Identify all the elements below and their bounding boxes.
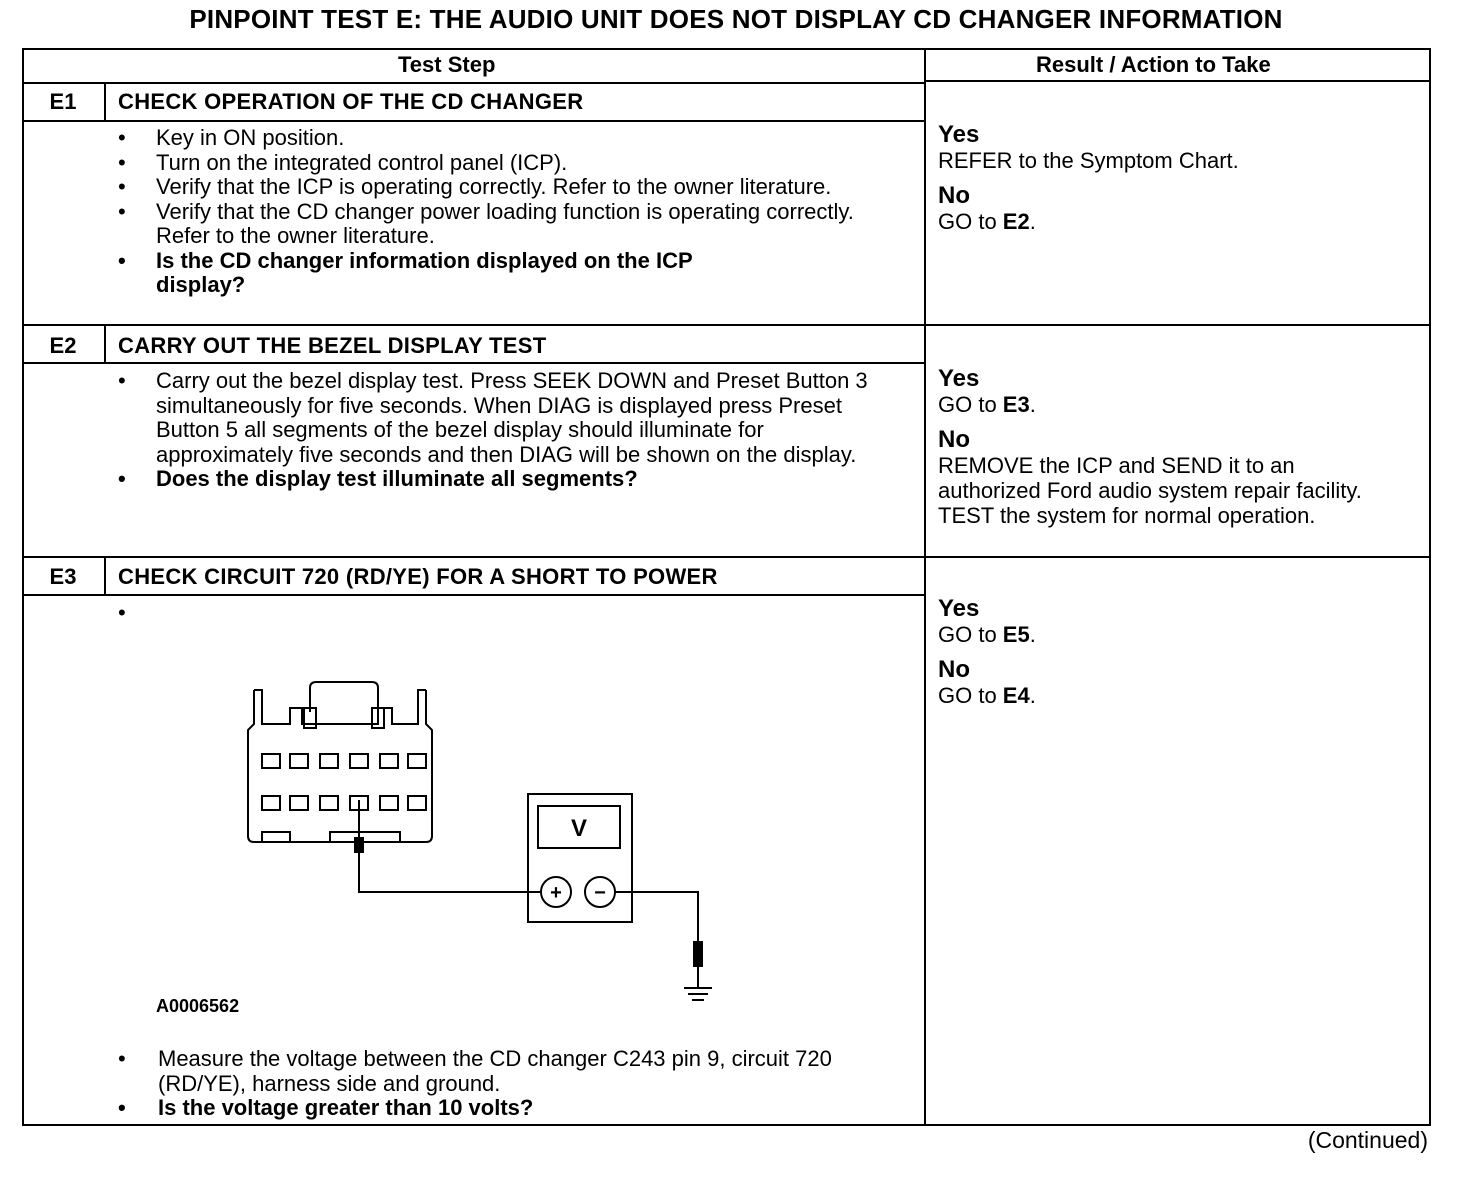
no-action: GO to E2. bbox=[938, 209, 1036, 234]
step-title-e1: CHECK OPERATION OF THE CD CHANGER bbox=[118, 89, 584, 114]
step-title-e3: CHECK CIRCUIT 720 (RD/YE) FOR A SHORT TO POWER bbox=[118, 564, 718, 589]
step-link-e2: E2 bbox=[1002, 209, 1030, 234]
column-header-result: Result / Action to Take bbox=[1036, 52, 1271, 77]
step-id-e1: E1 bbox=[49, 89, 77, 114]
no-action: GO to E4. bbox=[938, 683, 1036, 708]
step-e3-question: • Is the voltage greater than 10 volts? bbox=[118, 1096, 888, 1121]
no-label: No bbox=[938, 656, 970, 683]
continued-label: (Continued) bbox=[1307, 1127, 1428, 1153]
yes-label: Yes bbox=[938, 121, 980, 148]
step-title-e2: CARRY OUT THE BEZEL DISPLAY TEST bbox=[118, 333, 547, 358]
no-action: REMOVE the ICP and SEND it to an authorized Ford audio system repair facility. TEST the system for normal operation. bbox=[938, 453, 1362, 528]
step-id-e3: E3 bbox=[49, 564, 77, 589]
column-header-test-step: Test Step bbox=[398, 52, 496, 77]
no-label: No bbox=[938, 426, 970, 453]
step-e1-question: • Is the CD changer information displayed on the ICP display? bbox=[118, 249, 888, 298]
no-label: No bbox=[938, 182, 970, 209]
step-e3-result bbox=[938, 596, 1378, 708]
step-link-e4: E4 bbox=[1002, 683, 1030, 708]
list-item: • Key in ON position. bbox=[118, 126, 888, 151]
page-title: PINPOINT TEST E: THE AUDIO UNIT DOES NOT DISPLAY CD CHANGER INFORMATION bbox=[189, 4, 1283, 34]
list-item: • Verify that the CD changer power loading function is operating correctly. Refer to the owner literature. bbox=[118, 200, 888, 249]
step-e3-bullet: • bbox=[118, 600, 126, 625]
yes-action: GO to E5. bbox=[938, 622, 1036, 647]
minus-terminal-icon: − bbox=[594, 882, 606, 904]
step-link-e5: E5 bbox=[1002, 622, 1030, 647]
step-e3-instructions bbox=[118, 1047, 888, 1121]
plus-terminal-icon: + bbox=[550, 882, 562, 904]
list-item: • Carry out the bezel display test. Press SEEK DOWN and Preset Button 3 simultaneously for five seconds. When DIAG is displayed press Preset Button 5 all segments of the bezel display should illuminate for approximately five seconds and then DIAG will be shown on the display. bbox=[118, 369, 888, 467]
step-link-e3: E3 bbox=[1002, 392, 1030, 417]
voltmeter-symbol: V bbox=[570, 815, 588, 842]
list-item: • Turn on the integrated control panel (ICP). bbox=[118, 151, 888, 176]
yes-label: Yes bbox=[938, 595, 980, 622]
yes-label: Yes bbox=[938, 365, 980, 392]
step-e2-question: • Does the display test illuminate all segments? bbox=[118, 467, 888, 492]
yes-action: REFER to the Symptom Chart. bbox=[938, 148, 1239, 173]
figure-id: A0006562 bbox=[156, 996, 240, 1016]
yes-action: GO to E3. bbox=[938, 392, 1036, 417]
step-id-e2: E2 bbox=[49, 333, 77, 358]
list-item: • Measure the voltage between the CD changer C243 pin 9, circuit 720 (RD/YE), harness side and ground. bbox=[118, 1047, 888, 1096]
list-item: • Verify that the ICP is operating correctly. Refer to the owner literature. bbox=[118, 175, 888, 200]
